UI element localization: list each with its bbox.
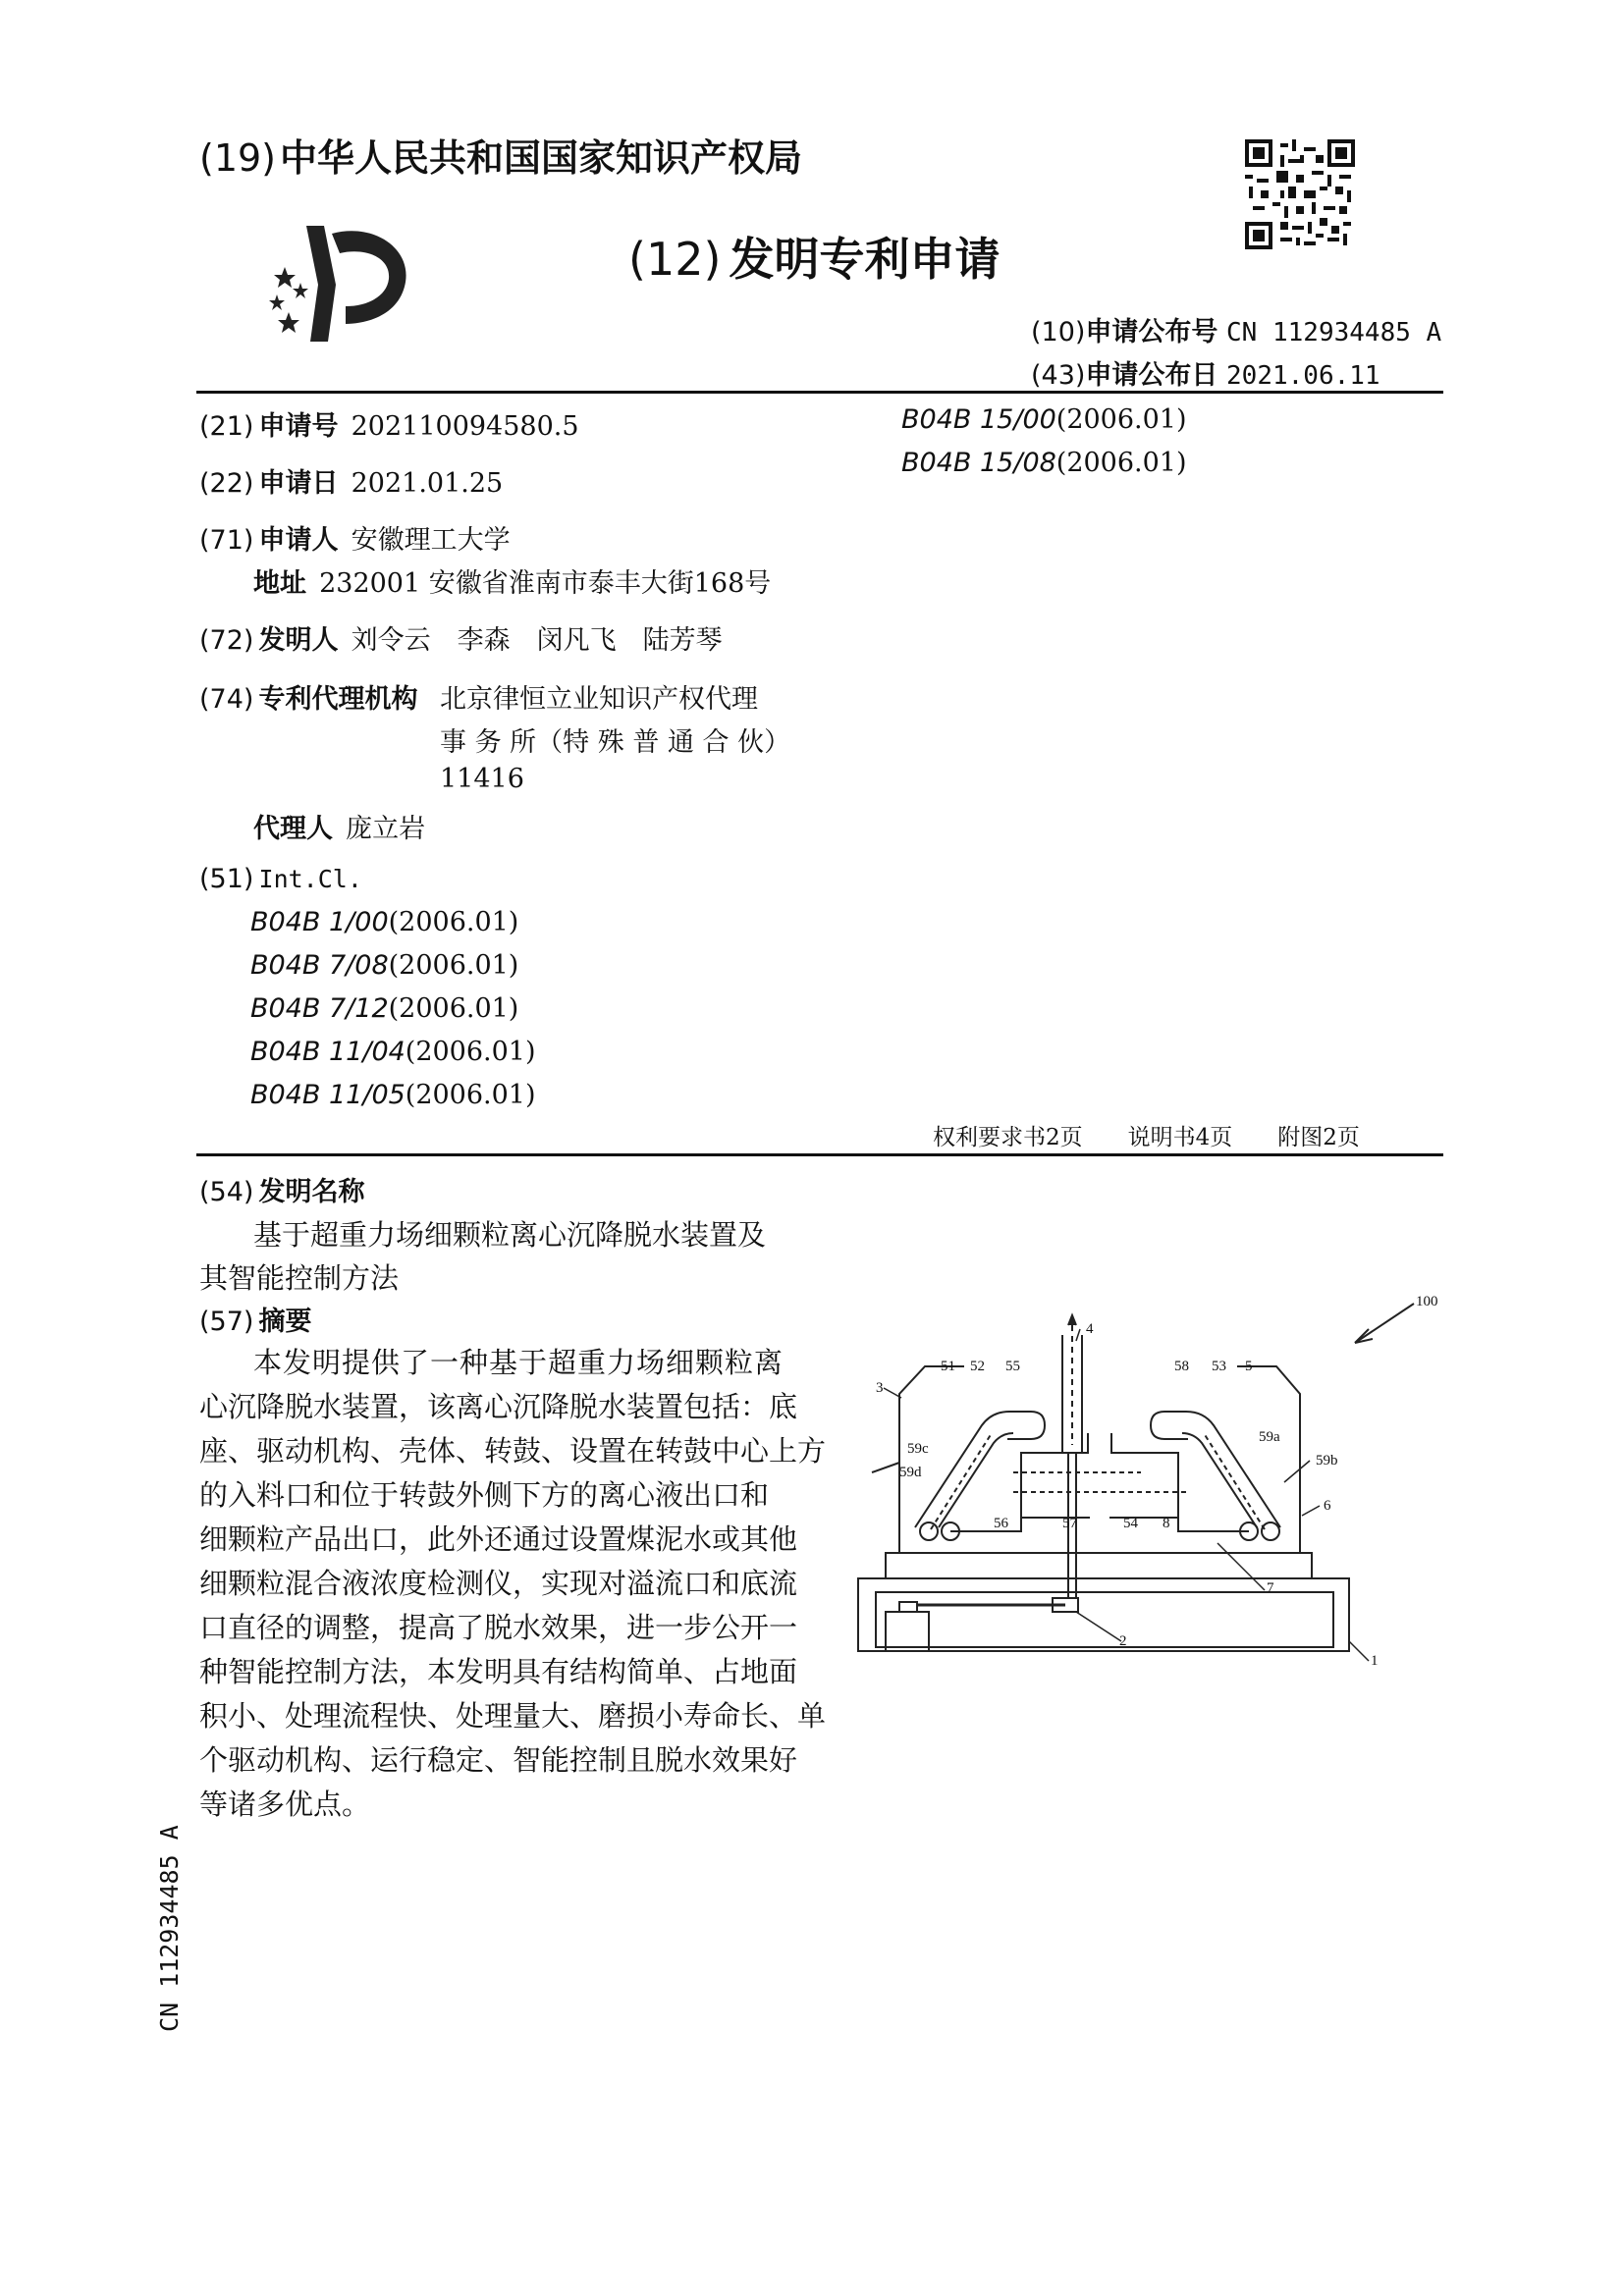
abstract-line: 口直径的调整，提高了脱水效果，进一步公开一 <box>199 1611 798 1644</box>
agency-label: 专利代理机构 <box>258 684 418 715</box>
fig-label-1: 1 <box>1371 1653 1379 1669</box>
intcl-class: B04B 7/08 <box>250 950 389 981</box>
intcl-class: B04B 15/00 <box>901 404 1056 435</box>
fig-label-7: 7 <box>1267 1580 1274 1596</box>
office-code: (19) <box>199 136 277 180</box>
side-publication-number: CN 112934485 A <box>155 1825 184 2032</box>
motor-top <box>899 1602 917 1612</box>
fig-label-3: 3 <box>876 1380 884 1396</box>
intcl-code: (51) <box>199 864 254 894</box>
intcl-class: B04B 11/04 <box>250 1037 406 1067</box>
office-name: 中华人民共和国国家知识产权局 <box>280 136 803 180</box>
abstract-figure <box>844 1296 1453 1688</box>
agent-row <box>253 807 425 845</box>
fig-label-59c: 59c <box>907 1441 929 1457</box>
pub-number-line <box>1031 310 1441 348</box>
abstract-line: 细颗粒混合液浓度检测仪，实现对溢流口和底流 <box>199 1567 798 1600</box>
app-no: 202110094580.5 <box>351 411 579 442</box>
fig-label-59d: 59d <box>899 1465 922 1480</box>
pub-date-line <box>1031 353 1380 392</box>
agent: 庞立岩 <box>346 814 426 844</box>
intcl-item <box>250 950 518 981</box>
title-label: 发明名称 <box>258 1177 365 1207</box>
app-date: 2021.01.25 <box>351 468 504 499</box>
app-date-code: (22) <box>199 468 254 499</box>
intcl-label: Int.Cl. <box>258 865 362 893</box>
agency-line-2: 事 务 所（特 殊 普 通 合 伙） <box>440 727 791 758</box>
header-rule <box>196 391 1443 394</box>
fig-label-4: 4 <box>1086 1321 1094 1337</box>
fig-label-6: 6 <box>1324 1498 1331 1514</box>
fig-label-54: 54 <box>1123 1516 1138 1531</box>
applicant-label: 申请人 <box>258 525 339 556</box>
intcl-class: B04B 7/12 <box>250 993 389 1024</box>
intcl-item <box>250 1080 536 1110</box>
intcl-version: (2006.01) <box>388 907 519 937</box>
fig-label-59b: 59b <box>1316 1453 1338 1468</box>
doc-kind: 发明专利申请 <box>729 233 1001 286</box>
agent-label: 代理人 <box>253 814 333 844</box>
fig-label-2: 2 <box>1119 1633 1127 1649</box>
doc-kind-code: (12) <box>628 233 722 286</box>
inventors-row <box>199 618 723 657</box>
title-code: (54) <box>199 1177 254 1207</box>
application-number-row <box>199 404 579 443</box>
qr-code <box>1245 139 1355 249</box>
inventors: 刘令云 李森 闵凡飞 陆芳琴 <box>351 625 723 656</box>
doc-kind-line <box>628 224 1000 289</box>
app-no-label: 申请号 <box>258 411 339 442</box>
abstract-line: 座、驱动机构、壳体、转鼓、设置在转鼓中心上方 <box>199 1434 827 1468</box>
app-date-label: 申请日 <box>258 468 339 499</box>
pub-date-code: (43) <box>1031 360 1086 391</box>
abstract-line: 个驱动机构、运行稳定、智能控制且脱水效果好 <box>199 1743 798 1777</box>
fig-label-5: 5 <box>1245 1359 1253 1374</box>
fig-label-8: 8 <box>1163 1516 1170 1531</box>
abstract-line: 等诸多优点。 <box>199 1788 371 1821</box>
intcl-row <box>199 864 362 894</box>
fig-label-59a: 59a <box>1259 1429 1280 1445</box>
intcl-class: B04B 11/05 <box>250 1080 406 1110</box>
base-frame <box>858 1578 1349 1651</box>
abstract-line: 种智能控制方法，本发明具有结构简单、占地面 <box>199 1655 798 1688</box>
fig-label-52: 52 <box>970 1359 985 1374</box>
abstract-line: 本发明提供了一种基于超重力场细颗粒离 <box>253 1346 784 1379</box>
intcl-item <box>901 448 1187 478</box>
fig-label-55: 55 <box>1005 1359 1020 1374</box>
pub-no-label: 申请公布号 <box>1085 317 1218 347</box>
invention-title-heading <box>199 1170 365 1208</box>
fig-label-58: 58 <box>1174 1359 1189 1374</box>
intcl-version: (2006.01) <box>1055 448 1187 478</box>
invention-title-line-1: 基于超重力场细颗粒离心沉降脱水装置及 <box>253 1218 767 1252</box>
fig-label-100: 100 <box>1416 1296 1438 1309</box>
fig-label-56: 56 <box>994 1516 1008 1531</box>
intcl-version: (2006.01) <box>1055 404 1187 435</box>
intcl-class: B04B 15/08 <box>901 448 1056 478</box>
inventors-label: 发明人 <box>258 625 339 656</box>
abstract-line: 细颗粒产品出口，此外还通过设置煤泥水或其他 <box>199 1522 798 1556</box>
office-line <box>199 128 802 182</box>
platform <box>886 1553 1312 1578</box>
intcl-item <box>250 907 518 937</box>
app-no-code: (21) <box>199 411 254 442</box>
fig-label-53: 53 <box>1212 1359 1226 1374</box>
abstract-line: 的入料口和位于转鼓外侧下方的离心液出口和 <box>199 1478 770 1512</box>
abstract-line: 积小、处理流程快、处理量大、磨损小寿命长、单 <box>199 1699 827 1733</box>
intcl-class: B04B 1/00 <box>250 907 389 937</box>
intcl-item <box>250 993 518 1024</box>
base-inner <box>876 1592 1333 1647</box>
address-label: 地址 <box>253 568 306 599</box>
abstract-heading <box>199 1300 312 1338</box>
pub-date: 2021.06.11 <box>1226 361 1380 391</box>
inventors-code: (72) <box>199 625 254 656</box>
fig-label-57: 57 <box>1062 1516 1077 1531</box>
abstract-line: 心沉降脱水装置，该离心沉降脱水装置包括：底 <box>199 1390 798 1423</box>
address-row <box>253 561 771 600</box>
pub-no: CN 112934485 A <box>1226 318 1442 347</box>
biblio-rule <box>196 1153 1443 1156</box>
application-date-row <box>199 461 503 500</box>
address: 232001 安徽省淮南市泰丰大街168号 <box>319 568 772 599</box>
applicant-row <box>199 518 511 557</box>
intcl-version: (2006.01) <box>405 1037 536 1067</box>
applicant-code: (71) <box>199 525 254 556</box>
intcl-item <box>901 404 1187 435</box>
cnipa-logo <box>267 226 424 346</box>
intcl-version: (2006.01) <box>388 993 519 1024</box>
abstract-label: 摘要 <box>258 1307 312 1337</box>
page-counts: 权利要求书2页 说明书4页 附图2页 <box>933 1125 1360 1150</box>
abstract-code: (57) <box>199 1307 254 1337</box>
invention-title-line-2: 其智能控制方法 <box>199 1261 400 1295</box>
motor <box>886 1612 929 1651</box>
applicant: 安徽理工大学 <box>351 525 511 556</box>
housing-left <box>899 1366 964 1553</box>
agency-line-1: 北京律恒立业知识产权代理 <box>440 684 758 715</box>
agency-row <box>199 677 418 716</box>
agency-code: (74) <box>199 684 254 715</box>
pub-date-label: 申请公布日 <box>1085 360 1218 391</box>
housing-right <box>1237 1366 1300 1553</box>
intcl-version: (2006.01) <box>405 1080 536 1110</box>
agency-line-3: 11416 <box>440 764 524 794</box>
fig-label-51: 51 <box>941 1359 955 1374</box>
intcl-version: (2006.01) <box>388 950 519 981</box>
pub-no-code: (10) <box>1031 317 1086 347</box>
intcl-item <box>250 1037 536 1067</box>
